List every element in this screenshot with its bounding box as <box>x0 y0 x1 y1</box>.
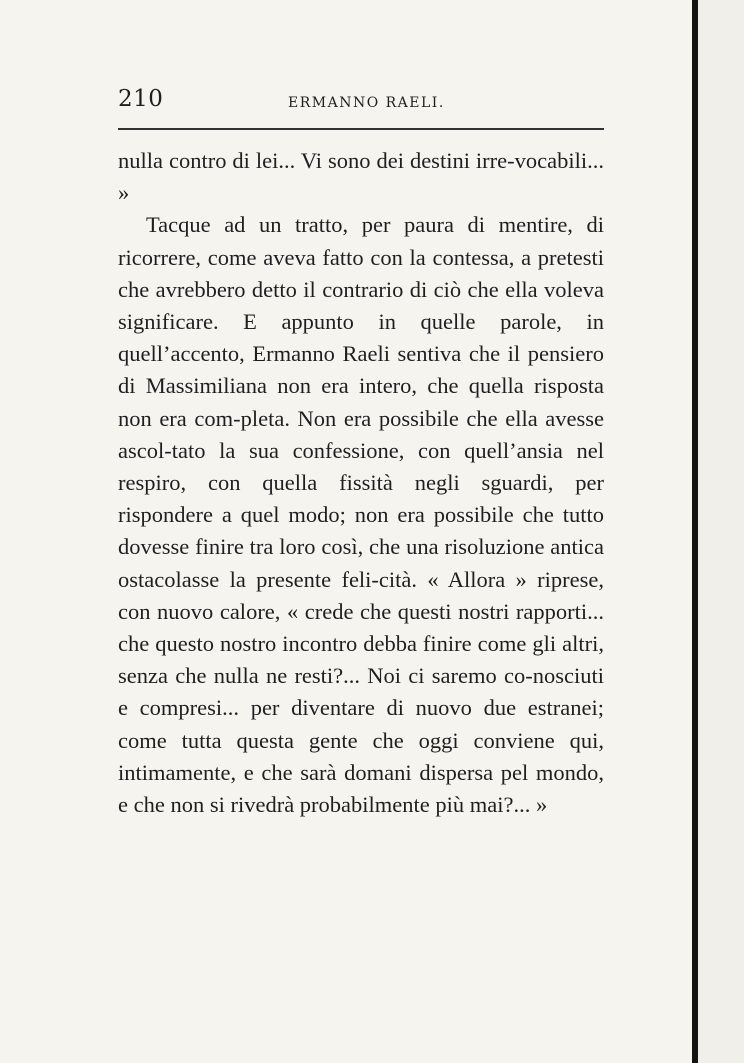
adjacent-page-margin <box>698 0 744 1063</box>
page-number: 210 <box>118 86 164 112</box>
page-header <box>118 86 604 120</box>
body-text <box>118 145 604 821</box>
header-rule <box>118 128 604 130</box>
paragraph-2: Tacque ad un tratto, per paura di mentire, di ricorrere, come aveva fatto con la contessa, a pretesti che avrebbero detto il contrario di ciò che ella voleva significare. E appunto in quelle parole, in quell’accento, Ermanno Raeli sentiva che il pensiero di Massimiliana non era intero, che quella risposta non era com-pleta. Non era possibile che ella avesse ascol-tato la sua confessione, con quell’ansia nel respiro, con quella fissità negli sguardi, per rispondere a quel modo; non era possibile che tutto dovesse finire tra loro così, che una risoluzione antica ostacolasse la presente feli-cità. « Allora » riprese, con nuovo calore, « crede che questi nostri rapporti... che questo nostro incontro debba finire come gli altri, senza che nulla ne resti?... Noi ci saremo co-nosciuti e compresi... per diventare di nuovo due estranei; come tutta questa gente che oggi conviene qui, intimamente, e che sarà domani dispersa pel mondo, e che non si rivedrà probabilmente più mai?... » <box>118 212 604 818</box>
running-head: ERMANNO RAELI. <box>288 95 445 111</box>
paragraph-1: nulla contro di lei... Vi sono dei destini irre-vocabili... » <box>118 148 604 206</box>
